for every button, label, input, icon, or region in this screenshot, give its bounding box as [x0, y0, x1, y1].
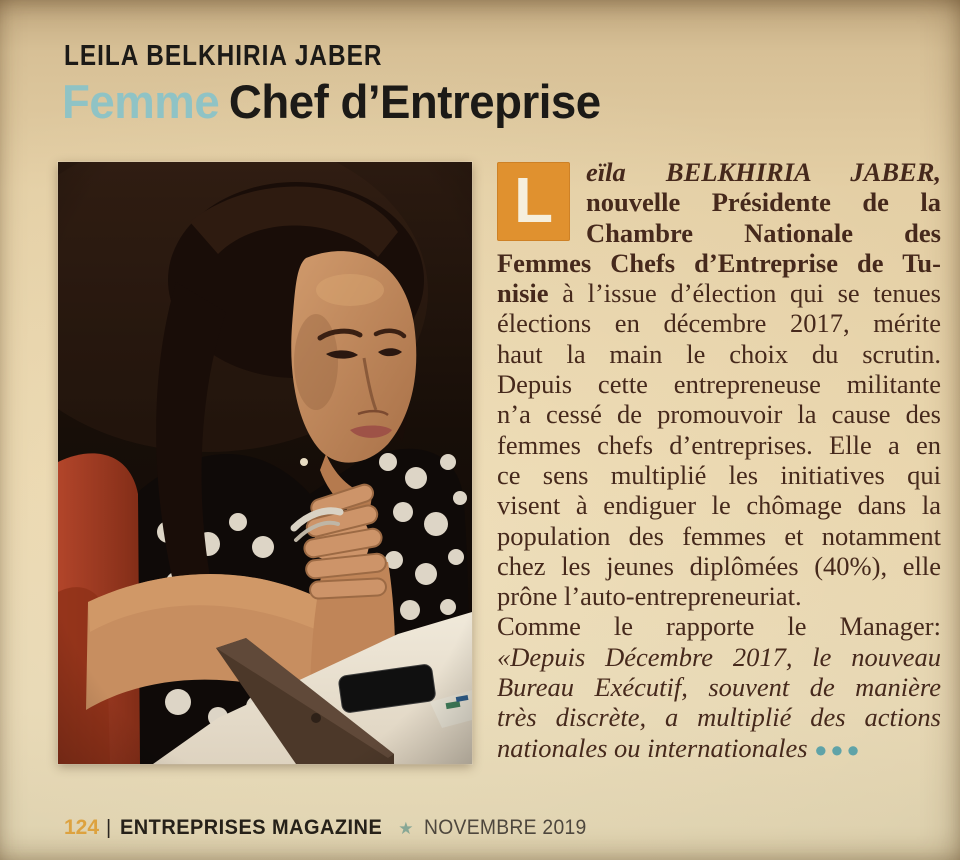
article-line	[497, 399, 941, 429]
text-segment: Depuis cette entrepreneuse militante	[497, 369, 941, 400]
text-segment: à l’issue d’élection qui se tenues	[562, 278, 941, 309]
text-segment: femmes chefs d’entreprises. Elle a en	[497, 429, 941, 460]
text-segment: eïla BELKHIRIA JABER,	[586, 157, 941, 187]
article-line	[497, 490, 941, 520]
magazine-name: ENTREPRISES MAGAZINE	[120, 816, 383, 839]
dropcap: L	[497, 162, 570, 241]
text-segment: chez les jeunes diplômées (40%), elle	[497, 550, 941, 581]
article-line	[497, 308, 941, 338]
article-line	[497, 248, 941, 278]
text-segment: Femmes Chefs d’Entreprise de Tu-	[497, 247, 941, 278]
article-line	[497, 369, 941, 399]
page-footer	[64, 816, 600, 840]
text-segment: «Depuis Décembre 2017, le nouveau	[497, 641, 941, 672]
article-kicker: LEILA BELKHIRIA JABER	[64, 40, 383, 72]
article-line	[497, 733, 941, 765]
text-segment: n’a cessé de promouvoir la cause des	[497, 399, 941, 430]
article-line	[497, 581, 941, 611]
article-line	[497, 702, 941, 732]
portrait-photo	[58, 162, 472, 764]
page-number: 124	[64, 816, 100, 839]
photo-vignette	[58, 162, 472, 764]
issue-date: NOVEMBRE 2019	[423, 816, 587, 839]
article-line	[497, 430, 941, 460]
text-segment: nisie	[497, 278, 563, 309]
continuation-dots-icon: ●●●	[814, 737, 863, 762]
article-body	[497, 157, 941, 765]
footer-separator: |	[106, 817, 112, 839]
article-header	[64, 40, 617, 126]
text-segment: Bureau Exécutif, souvent de manière	[497, 672, 941, 703]
text-segment: prône l’auto-entrepreneuriat.	[497, 581, 802, 612]
article-title	[62, 77, 601, 126]
article-line	[497, 672, 941, 702]
title-main: Chef d’Entreprise	[228, 75, 601, 128]
text-segment: haut la main le choix du scrutin.	[497, 338, 941, 369]
text-segment: élections en décembre 2017, mérite	[497, 308, 941, 339]
article-lines	[497, 157, 941, 765]
text-segment: Chambre Nationale des	[586, 217, 941, 248]
star-icon: ★	[398, 819, 414, 838]
portrait-illustration	[58, 162, 472, 764]
title-accent-word: Femme	[62, 75, 220, 128]
text-segment: visent à endiguer le chômage dans la	[497, 490, 941, 521]
text-segment: nouvelle Présidente de la	[586, 187, 941, 218]
article-line	[497, 339, 941, 369]
text-segment: nationales ou internationales	[497, 732, 815, 763]
text-segment: Comme le rapporte le Manager:	[497, 611, 941, 642]
article-line	[497, 278, 941, 308]
article-line	[497, 460, 941, 490]
text-segment: population des femmes et notamment	[497, 520, 941, 551]
text-segment: ce sens multiplié les initiatives qui	[497, 459, 941, 490]
article-line	[497, 551, 941, 581]
article-line	[497, 521, 941, 551]
text-segment: très discrète, a multiplié des actions	[497, 702, 941, 733]
article-line	[497, 642, 941, 672]
article-line	[497, 611, 941, 641]
